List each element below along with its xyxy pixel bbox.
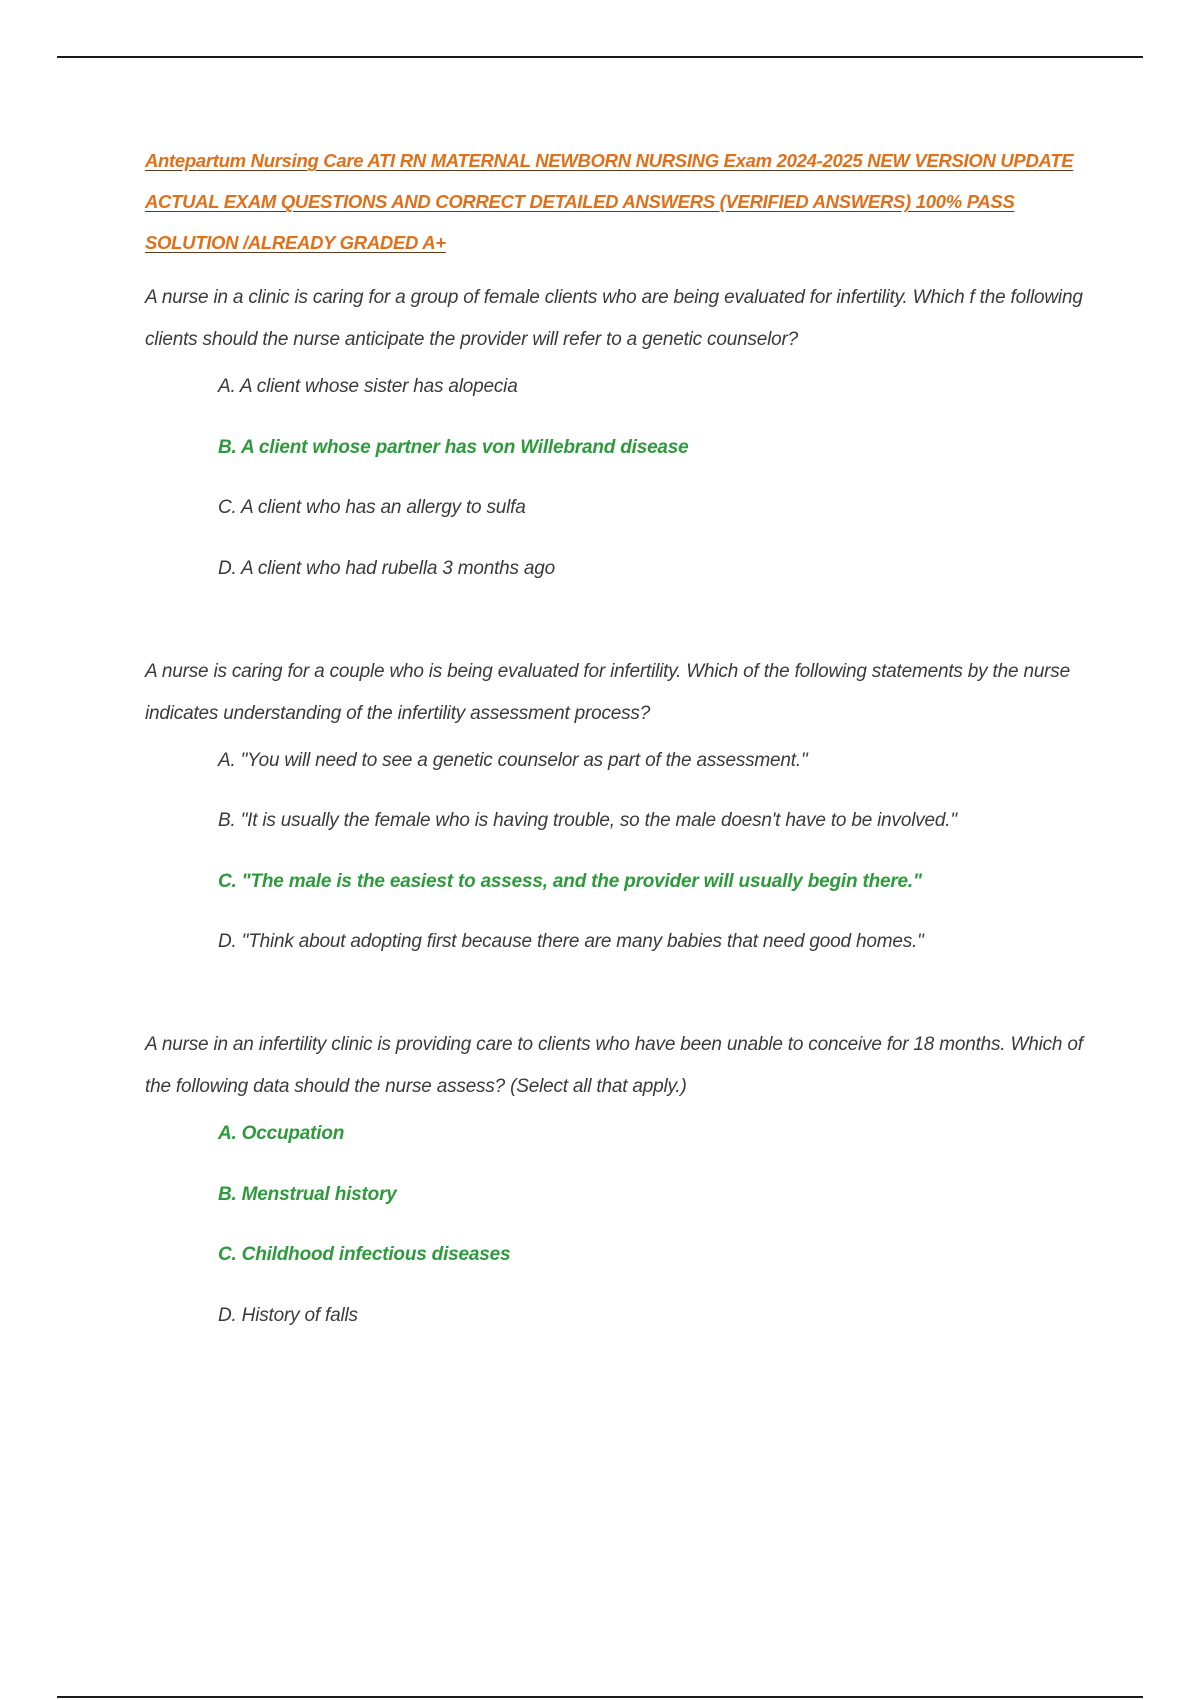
answer-option-a: A. A client whose sister has alopecia: [218, 376, 518, 397]
answer-option-c: C. A client who has an allergy to sulfa: [218, 497, 526, 518]
answer-option-b: B. "It is usually the female who is having trouble, so the male doesn't have to be involved.": [218, 810, 957, 831]
answer-options: [145, 375, 1095, 581]
question-text: A nurse is caring for a couple who is being evaluated for infertility. Which of the following statements by the nurse indicates understanding of the infertility assessment process?: [145, 660, 1070, 724]
answer-option-a-correct: A. Occupation: [218, 1123, 345, 1144]
document-body: [145, 140, 1095, 1364]
answer-option-a: A. "You will need to see a genetic counselor as part of the assessment.": [218, 749, 808, 771]
answer-option-b-correct: B. Menstrual history: [218, 1183, 397, 1205]
question-block-2: [145, 651, 1095, 955]
answer-options: [145, 749, 1095, 955]
answer-option-d: D. "Think about adopting first because there are many babies that need good homes.": [218, 931, 924, 952]
document-title: Antepartum Nursing Care ATI RN MATERNAL NEWBORN NURSING Exam 2024-2025 NEW VERSION UPDATE ACTUAL EXAM QUESTIONS AND CORRECT DETAILED ANSWERS (VERIFIED ANSWERS) 100% PASS SOLUTION /ALREADY GRADED A+: [145, 150, 1074, 253]
question-block-1: [145, 277, 1095, 581]
question-text: A nurse in a clinic is caring for a group of female clients who are being evaluated for infertility. Which f the following clients should the nurse anticipate the provider will refer to a genetic counselor?: [145, 287, 1083, 350]
top-rule: [57, 56, 1143, 58]
answer-option-c-correct: C. Childhood infectious diseases: [218, 1244, 511, 1265]
answer-option-b-correct: B. A client whose partner has von Willebrand disease: [218, 436, 689, 458]
bottom-rule: [57, 1696, 1143, 1698]
answer-option-c-correct: C. "The male is the easiest to assess, and the provider will usually begin there.": [218, 870, 922, 892]
question-text: A nurse in an infertility clinic is providing care to clients who have been unable to conceive for 18 months. Which of the following data should the nurse assess? (Select all that apply.): [145, 1034, 1083, 1097]
answer-options: [145, 1122, 1095, 1328]
question-block-3: [145, 1024, 1095, 1328]
answer-option-d: D. A client who had rubella 3 months ago: [218, 557, 556, 579]
answer-option-d: D. History of falls: [218, 1304, 358, 1326]
